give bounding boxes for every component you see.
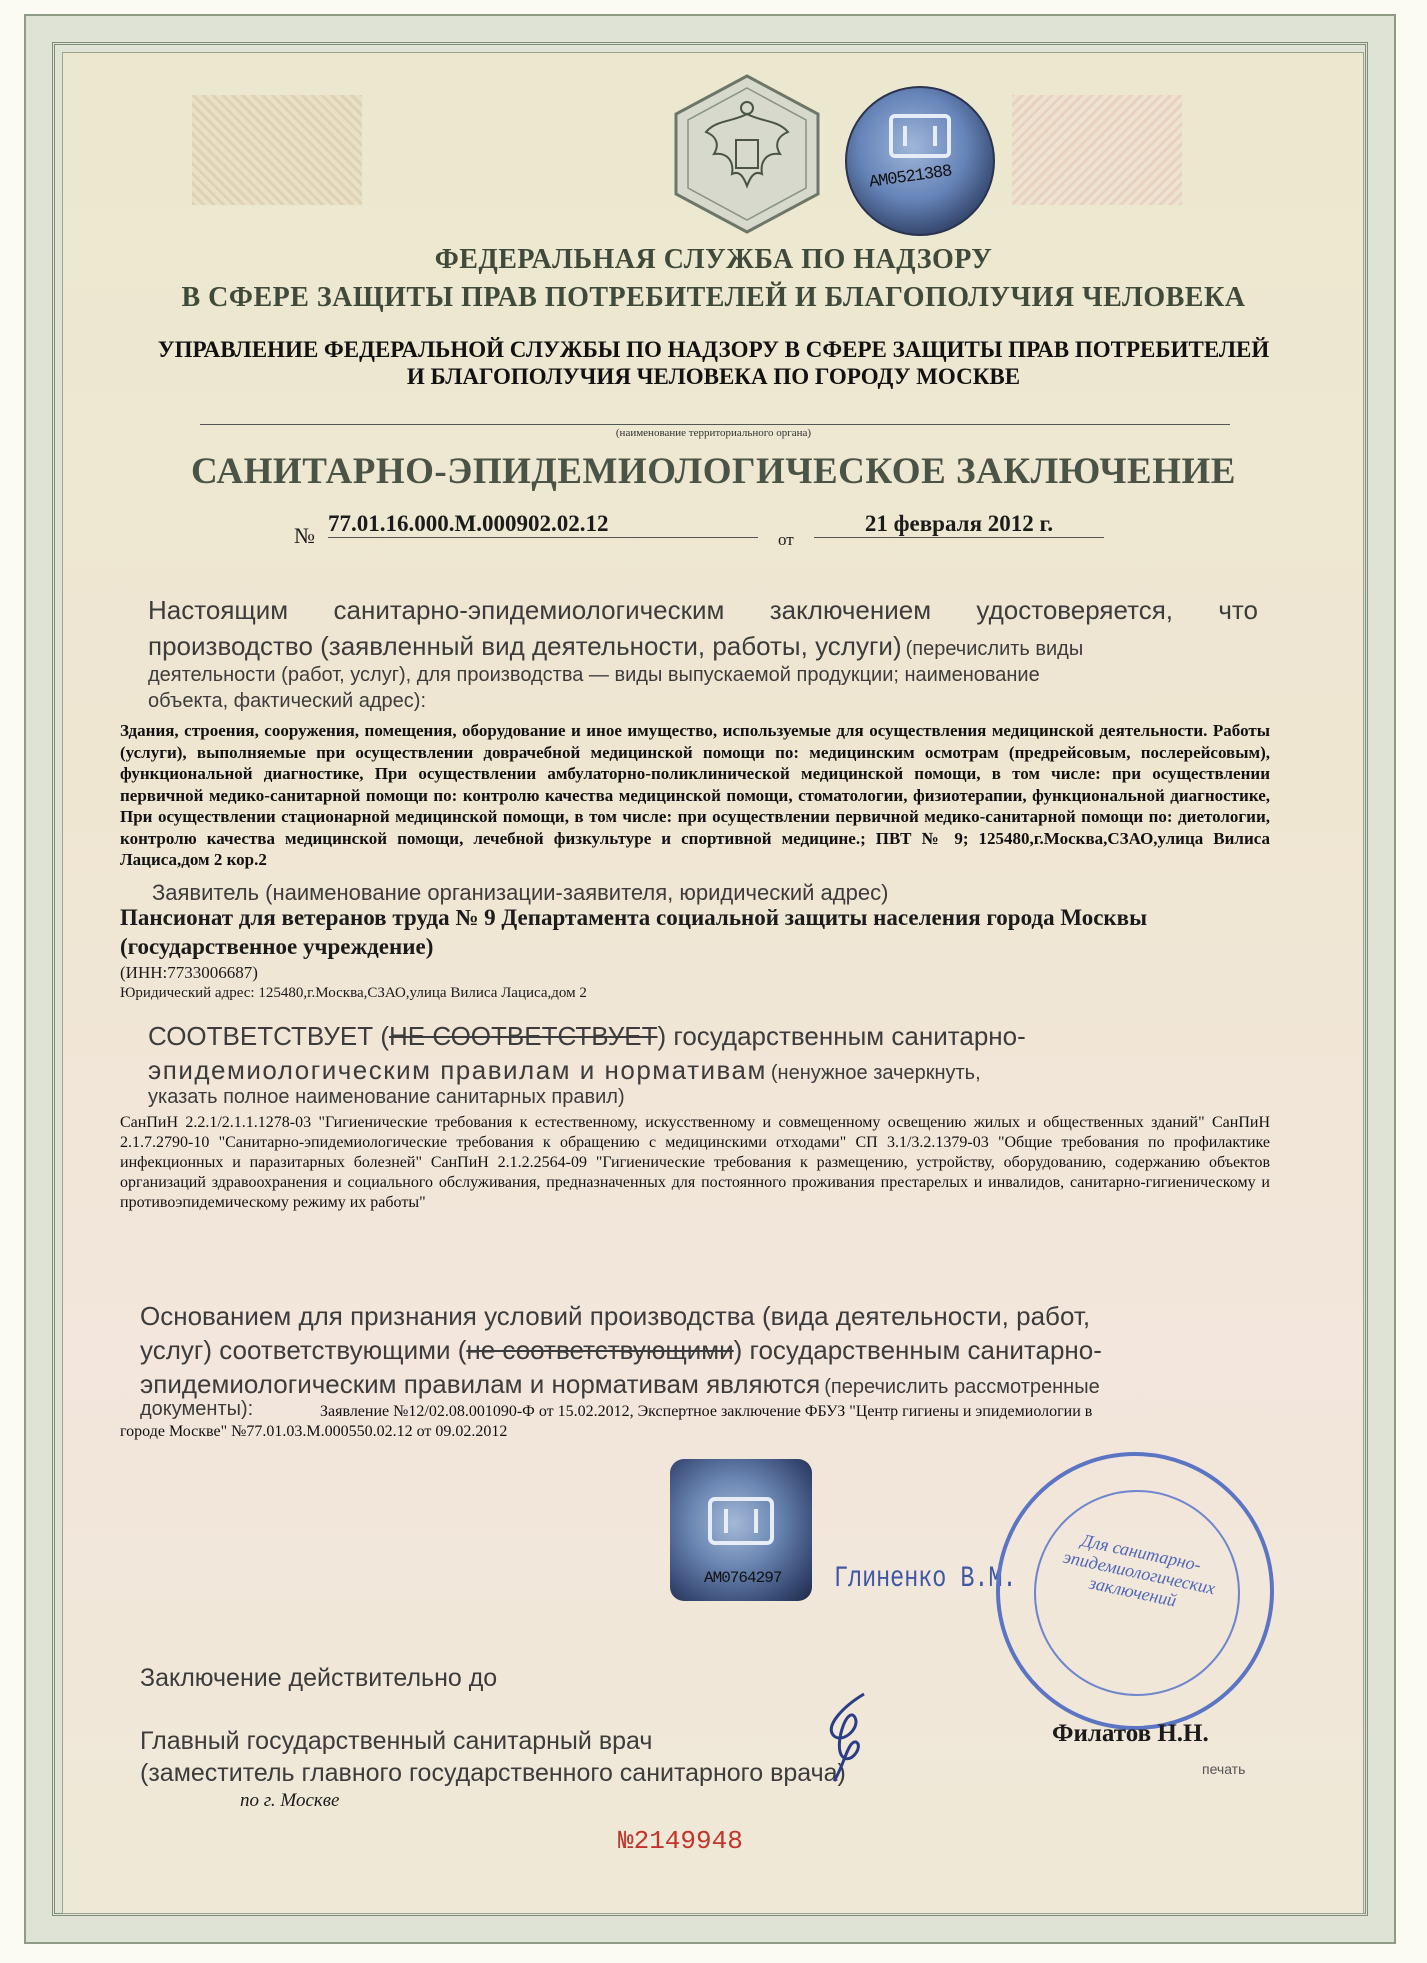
- security-pattern-right: [1012, 95, 1182, 205]
- org-hint: (наименование территориального органа): [615, 427, 812, 439]
- official-round-seal: [996, 1452, 1274, 1730]
- compliance-status: СООТВЕТСТВУЕТ: [148, 1021, 374, 1051]
- seal-label: печать: [1202, 1761, 1246, 1777]
- org-line-1: УПРАВЛЕНИЕ ФЕДЕРАЛЬНОЙ СЛУЖБЫ ПО НАДЗОРУ В СФЕРЕ ЗАЩИТЫ ПРАВ ПОТРЕБИТЕЛЕЙ: [157, 337, 1270, 362]
- applicant-inn: (ИНН:7733006687): [120, 963, 258, 982]
- certificate-number: 77.01.16.000.М.000902.02.12: [328, 511, 758, 538]
- basis-docs-line-2: городе Москве" №77.01.03.М.000550.02.12 от 09.02.2012: [120, 1423, 508, 1440]
- activity-description: Здания, строения, сооружения, помещения, оборудование и иное имущество, используемые для осуществления медицинской деятельности. Работы (услуги), выполняемые при осуществлении доврачебной медицинской помощи по: медицинским осмотрам (предрейсовым, послерейсовым), функциональной диагностике, При осуществлении амбулаторно-поликлинической медицинской помощи, в том числе: при осуществлении первичной медико-санитарной помощи по: контролю качества медицинской помощи, стоматологии, физиотерапии, функциональной диагностике, При осуществлении стационарной медицинской помощи, в том числе: при осуществлении первичной медико-санитарной помощи по: диетологии, контролю качества медицинской помощи, лечебной физкультуре и спортивной медицине.; ПВТ № 9; 125480,г.Москва,СЗАО,улица Вилиса Лациса,дом 2 кор.2: [120, 721, 1270, 869]
- org-line-2: И БЛАГОПОЛУЧИЯ ЧЕЛОВЕКА ПО ГОРОДУ МОСКВЕ: [406, 364, 1021, 389]
- hologram-logo-icon: [885, 108, 955, 164]
- compliance-line-2: эпидемиологическим правилам и нормативам (ненужное зачеркнуть,: [148, 1055, 981, 1085]
- basis-line-1: Основанием для признания условий производства (вида деятельности, работ,: [140, 1301, 1091, 1331]
- valid-until-label: Заключение действительно до: [140, 1664, 498, 1692]
- date-from-label: от: [778, 530, 794, 549]
- number-label: №: [294, 523, 315, 548]
- applicant-address: Юридический адрес: 125480,г.Москва,СЗАО,улица Вилиса Лациса,дом 2: [120, 985, 587, 1001]
- basis-struck: не соответствующими: [466, 1335, 734, 1365]
- hologram-serial-top: AM0521388: [868, 162, 953, 193]
- header-line-2: В СФЕРЕ ЗАЩИТЫ ПРАВ ПОТРЕБИТЕЛЕЙ И БЛАГОПОЛУЧИЯ ЧЕЛОВЕКА: [181, 282, 1246, 313]
- compliance-line-3: указать полное наименование санитарных правил): [148, 1086, 625, 1108]
- security-pattern-left: [192, 95, 362, 205]
- intro-line-3: деятельности (работ, услуг), для производства — виды выпускаемой продукции; наименование: [148, 664, 1040, 686]
- applicant-label: Заявитель (наименование организации-заявителя, юридический адрес): [152, 880, 889, 905]
- chief-doctor-title: Главный государственный санитарный врач: [140, 1727, 653, 1755]
- seal-inner-text: Для санитарно-эпидемиологических заключений: [1061, 1529, 1218, 1611]
- sanitary-rules: СанПиН 2.2.1/2.1.1.1278-03 "Гигиенические требования к естественному, искусственному и совмещенному освещению жилых и общественных зданий" СанПиН 2.1.7.2790-10 "Санитарно-эпидемиологические требования к обращению с медицинскими отходами" СП 3.1/3.2.1379-03 "Общие требования по профилактике инфекционных и паразитарных болезней" СанПиН 2.1.2.2564-09 "Гигиенические требования к размещению, устройству, оборудованию, содержанию объектов организаций здравоохранения и социального обслуживания, предназначенных для постоянного проживания престарелых и инвалидов, санитарно-гигиеническому и противоэпидемическому режиму их работы": [120, 1114, 1270, 1211]
- hologram-sticker-bottom: [670, 1459, 812, 1601]
- document-title: САНИТАРНО-ЭПИДЕМИОЛОГИЧЕСКОЕ ЗАКЛЮЧЕНИЕ: [191, 451, 1236, 492]
- compliance-line-1: СООТВЕТСТВУЕТ (НЕ СООТВЕТСТВУЕТ) государственным санитарно-: [148, 1021, 1026, 1051]
- applicant-name-line-1: Пансионат для ветеранов труда № 9 Департамента социальной защиты населения города Москвы: [120, 905, 1148, 930]
- hologram-serial-bottom: AM0764297: [704, 1569, 782, 1587]
- intro-line-2: производство (заявленный вид деятельности, работы, услуги) (перечислить виды: [148, 631, 1084, 661]
- city-label: по г. Москве: [240, 1790, 340, 1811]
- header-line-1: ФЕДЕРАЛЬНАЯ СЛУЖБА ПО НАДЗОРУ: [434, 244, 993, 275]
- org-underline: [200, 424, 1230, 425]
- form-serial-number: №2149948: [618, 1826, 743, 1856]
- hologram-sticker-top: [845, 86, 995, 236]
- coat-of-arms-emblem: [672, 74, 822, 234]
- handwritten-signature: [804, 1686, 894, 1786]
- compliance-struck: НЕ СООТВЕТСТВУЕТ: [389, 1021, 658, 1051]
- intro-line-1: Настоящим санитарно-эпидемиологическим заключением удостоверяется, что: [148, 595, 1258, 625]
- chief-doctor-deputy: (заместитель главного государственного санитарного врача): [140, 1759, 846, 1787]
- basis-line-3: эпидемиологическим правилам и нормативам являются (перечислить рассмотренные: [140, 1369, 1100, 1399]
- basis-docs-line-1: Заявление №12/02.08.001090-Ф от 15.02.2012, Экспертное заключение ФБУЗ "Центр гигиены и эпидемиологии в: [320, 1403, 1093, 1420]
- certificate-date: 21 февраля 2012 г.: [814, 511, 1104, 538]
- name-stamp: Глиненко В.М.: [834, 1562, 1017, 1596]
- basis-line-4: документы):: [140, 1398, 254, 1420]
- basis-line-2: услуг) соответствующими (не соответствующими) государственным санитарно-: [140, 1335, 1102, 1365]
- applicant-name-line-2: (государственное учреждение): [120, 934, 434, 959]
- signer-name: Филатов Н.Н.: [1052, 1720, 1209, 1747]
- hologram-logo-icon-bottom: [704, 1489, 778, 1553]
- intro-line-4: объекта, фактический адрес):: [148, 690, 427, 712]
